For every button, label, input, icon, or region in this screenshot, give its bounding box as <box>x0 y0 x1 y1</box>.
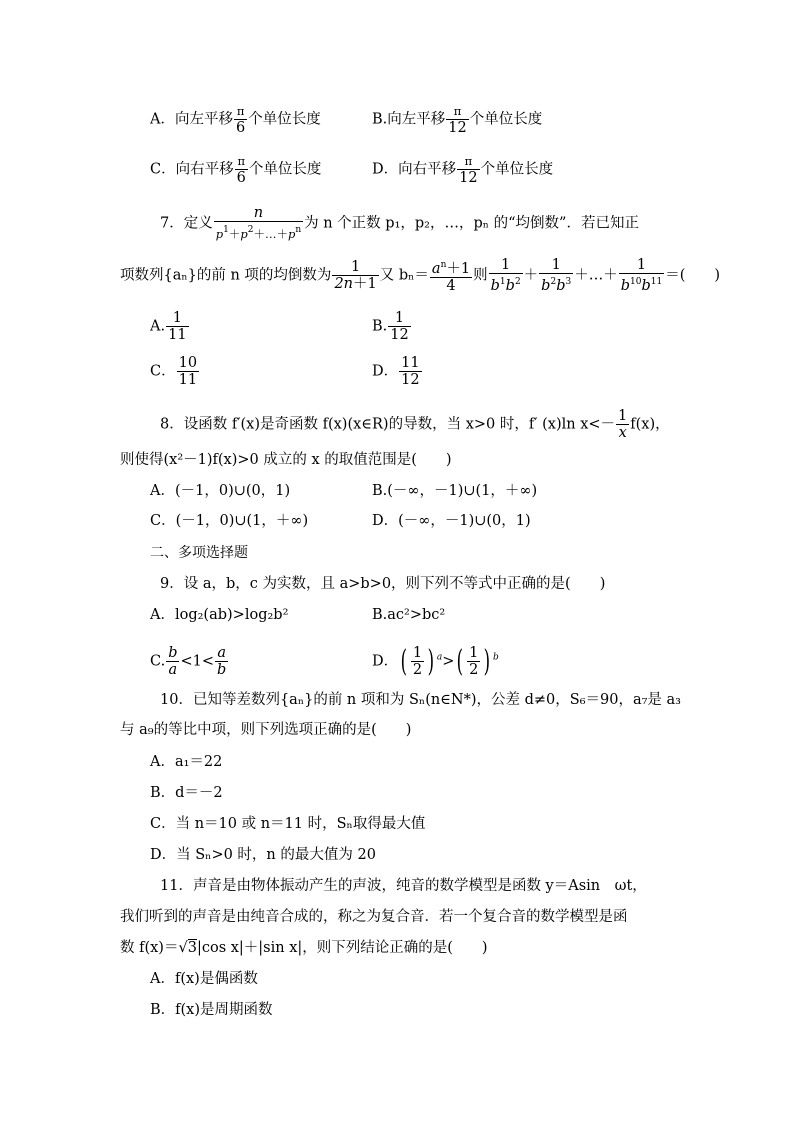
q9-option-d: D．( $\frac{1}{2}$ ) $^a$>( $\frac{1}{2}$ ) $^b$ <box>372 643 499 679</box>
section-heading-multiple-choice: 二、多项选择题 <box>150 545 248 561</box>
q9-option-a: A．log₂(ab)>log₂b² <box>150 607 289 623</box>
q8-option-d: D．(－∞，－1)∪(0，1) <box>372 513 531 529</box>
q6-option-b: B.向左平移 π 12 个单位长度 <box>372 104 543 136</box>
q8-option-a: A．(－1，0)∪(0，1) <box>150 483 291 499</box>
q7-option-b: B. $\frac{1}{12}$ <box>372 310 409 343</box>
q7-option-d: D． $\frac{11}{12}$ <box>372 355 420 388</box>
q6-option-a: A．向左平移 π 6 个单位长度 <box>150 104 321 136</box>
q7-definition-fraction: n $p^1+p^2+\dots+p^n$ <box>215 205 302 241</box>
q10-stem-line1: 10．已知等差数列{aₙ}的前 n 项和为 Sₙ(n∈N*)，公差 d≠0，S₆＝90，a₇是 a₃ <box>160 692 681 708</box>
q10-option-d: D．当 Sₙ>0 时，n 的最大值为 20 <box>150 847 376 863</box>
q10-option-b: B．d＝－2 <box>150 785 223 801</box>
q9-option-b: B.ac²>bc² <box>372 607 446 623</box>
q9-stem: 9．设 a，b，c 为实数，且 a>b>0，则下列不等式中正确的是( ) <box>160 576 606 592</box>
q11-stem-line2: 我们听到的声音是由纯音合成的，称之为复合音．若一个复合音的数学模型是函 <box>120 909 628 925</box>
q8-option-c: C．(－1，0)∪(1，＋∞) <box>150 513 309 529</box>
q10-stem-line2: 与 a₉的等比中项，则下列选项正确的是( ) <box>120 722 412 738</box>
q11-stem-line3: 数 f(x)＝√3|cos x|＋|sin x|，则下列结论正确的是( ) <box>120 940 488 956</box>
q10-option-c: C．当 n＝10 或 n＝11 时，Sₙ取得最大值 <box>150 816 426 832</box>
q7-stem-line1: 7．定义 n $p^1+p^2+\dots+p^n$ 为 n 个正数 p₁，p₂，…，pₙ 的“均倒数”．若已知正 <box>160 205 639 241</box>
q7-option-a: A. $\frac{1}{11}$ <box>150 310 187 343</box>
q6-option-c: C．向右平移 π 6 个单位长度 <box>150 154 322 186</box>
q7-option-c: C． $\frac{10}{11}$ <box>150 355 198 388</box>
q11-option-b: B．f(x)是周期函数 <box>150 1002 273 1018</box>
q11-stem-line1: 11．声音是由物体振动产生的声波，纯音的数学模型是函数 y＝Asin ωt， <box>160 878 647 894</box>
q7-stem-line2: 项数列{aₙ}的前 n 项的均倒数为 $\frac{1}{2n+1}$ 又 bₙ＝ $\frac{a^n+1}{4}$ 则 $\frac{1}{b^1b^2}$ ＋ $\frac{1}{b^2b^3}$ ＋…＋ $\frac{1}{b^{10}b^{11}}$ ＝( ) <box>120 257 721 294</box>
q9-option-c: C. $\frac{b}{a}$ <1< $\frac{a}{b}$ <box>150 645 227 678</box>
q6-option-d: D．向右平移 π 12 个单位长度 <box>372 154 554 186</box>
q8-stem-line2: 则使得(x²－1)f(x)>0 成立的 x 的取值范围是( ) <box>120 452 452 468</box>
q8-stem-line1: 8．设函数 f′(x)是奇函数 f(x)(x∈R)的导数，当 x>0 时，f′ (x)ln x<－ $\frac{1}{x}$ f(x)， <box>160 408 670 441</box>
q11-option-a: A．f(x)是偶函数 <box>150 971 258 987</box>
q8-option-b: B.(－∞，－1)∪(1，＋∞) <box>372 483 538 499</box>
q10-option-a: A．a₁＝22 <box>150 754 223 770</box>
